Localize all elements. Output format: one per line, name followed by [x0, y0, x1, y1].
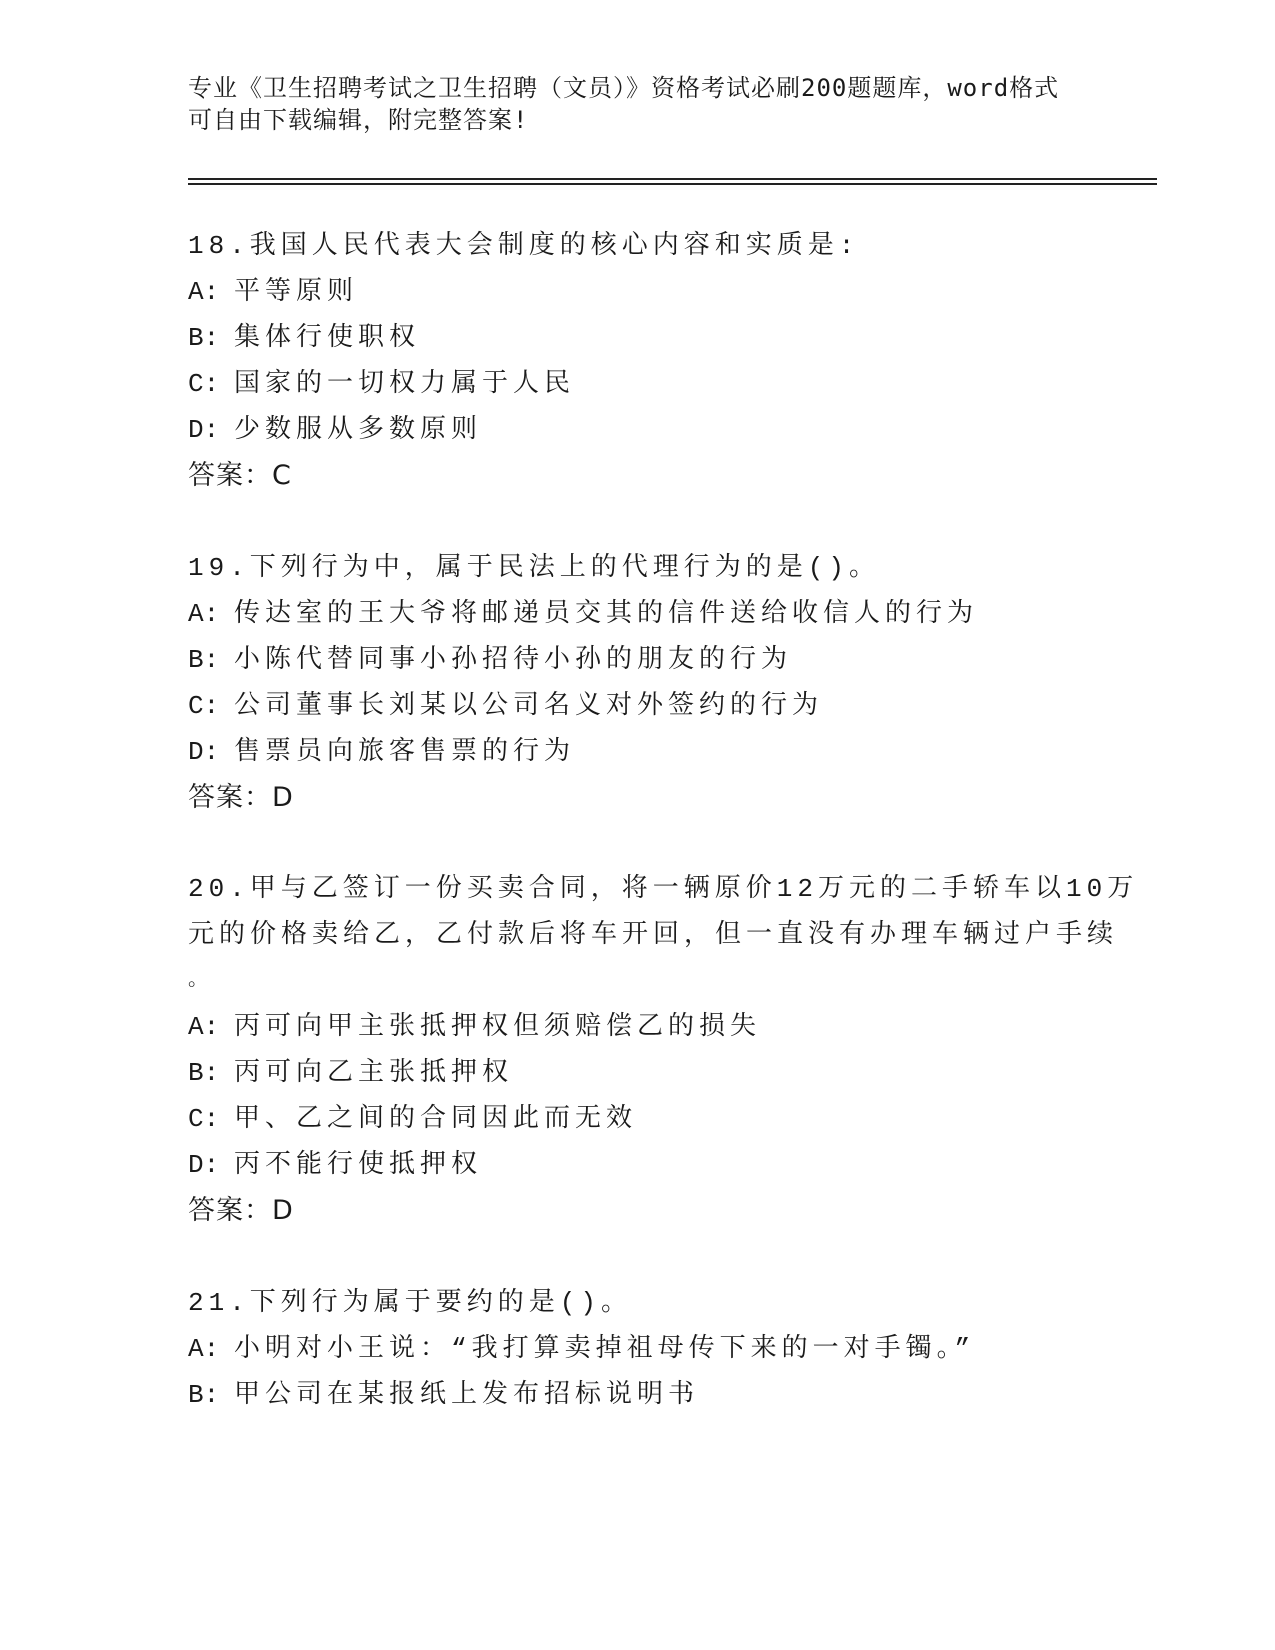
option-text: 小明对小王说：“我打算卖掉祖母传下来的一对手镯。”	[234, 1334, 976, 1364]
option-label: B:	[188, 1058, 220, 1088]
option-label: D:	[188, 415, 220, 445]
option-label: C:	[188, 369, 220, 399]
option-b	[188, 1050, 1088, 1096]
header-divider-top	[188, 178, 1157, 180]
option-text: 平等原则	[234, 277, 359, 307]
option-d	[188, 1142, 1088, 1188]
option-text: 售票员向旅客售票的行为	[234, 737, 576, 767]
option-text: 甲公司在某报纸上发布招标说明书	[234, 1380, 700, 1410]
question-stem: 21.下列行为属于要约的是()。	[188, 1288, 633, 1318]
question-stem-line: 。	[188, 969, 213, 992]
option-a	[188, 1004, 1088, 1050]
question-stem-line: 20.甲与乙签订一份买卖合同，将一辆原价12万元的二手轿车以10万	[188, 874, 1139, 904]
question-stem-line: 元的价格卖给乙，乙付款后将车开回，但一直没有办理车辆过户手续	[188, 920, 1119, 950]
option-text: 国家的一切权力属于人民	[234, 369, 576, 399]
header-line-2: 可自由下载编辑，附完整答案!	[188, 106, 529, 134]
question-block	[188, 866, 1139, 1234]
option-label: A:	[188, 599, 220, 629]
option-b	[188, 315, 1088, 361]
question-stem: 19.下列行为中，属于民法上的代理行为的是()。	[188, 553, 881, 583]
option-d	[188, 729, 1088, 775]
option-text: 少数服从多数原则	[234, 415, 483, 445]
answer: 答案：D	[188, 1195, 294, 1226]
question-block	[188, 545, 1088, 821]
option-a	[188, 1326, 1088, 1372]
option-c	[188, 361, 1088, 407]
option-text: 小陈代替同事小孙招待小孙的朋友的行为	[234, 645, 793, 675]
option-text: 集体行使职权	[234, 323, 421, 353]
option-label: D:	[188, 737, 220, 767]
option-text: 公司董事长刘某以公司名义对外签约的行为	[234, 691, 824, 721]
option-text: 丙不能行使抵押权	[234, 1150, 483, 1180]
option-b	[188, 637, 1088, 683]
option-c	[188, 683, 1088, 729]
document-header	[188, 72, 1088, 136]
header-divider-bottom	[188, 183, 1157, 185]
header-line-1: 专业《卫生招聘考试之卫生招聘（文员）》资格考试必刷200题题库，word格式	[188, 74, 1060, 102]
option-text: 甲、乙之间的合同因此而无效	[234, 1104, 638, 1134]
option-a	[188, 269, 1088, 315]
question-stem: 18.我国人民代表大会制度的核心内容和实质是:	[188, 231, 860, 261]
option-d	[188, 407, 1088, 453]
question-block	[188, 223, 1088, 499]
option-b	[188, 1372, 1088, 1418]
option-text: 传达室的王大爷将邮递员交其的信件送给收信人的行为	[234, 599, 979, 629]
answer: 答案：C	[188, 460, 292, 491]
option-label: B:	[188, 323, 220, 353]
option-label: A:	[188, 1334, 220, 1364]
answer: 答案：D	[188, 782, 294, 813]
option-c	[188, 1096, 1088, 1142]
option-label: C:	[188, 691, 220, 721]
option-label: C:	[188, 1104, 220, 1134]
question-block	[188, 1280, 1088, 1418]
option-text: 丙可向乙主张抵押权	[234, 1058, 514, 1088]
option-label: B:	[188, 1380, 220, 1410]
option-label: D:	[188, 1150, 220, 1180]
option-text: 丙可向甲主张抵押权但须赔偿乙的损失	[234, 1012, 762, 1042]
option-a	[188, 591, 1088, 637]
option-label: A:	[188, 1012, 220, 1042]
option-label: A:	[188, 277, 220, 307]
option-label: B:	[188, 645, 220, 675]
